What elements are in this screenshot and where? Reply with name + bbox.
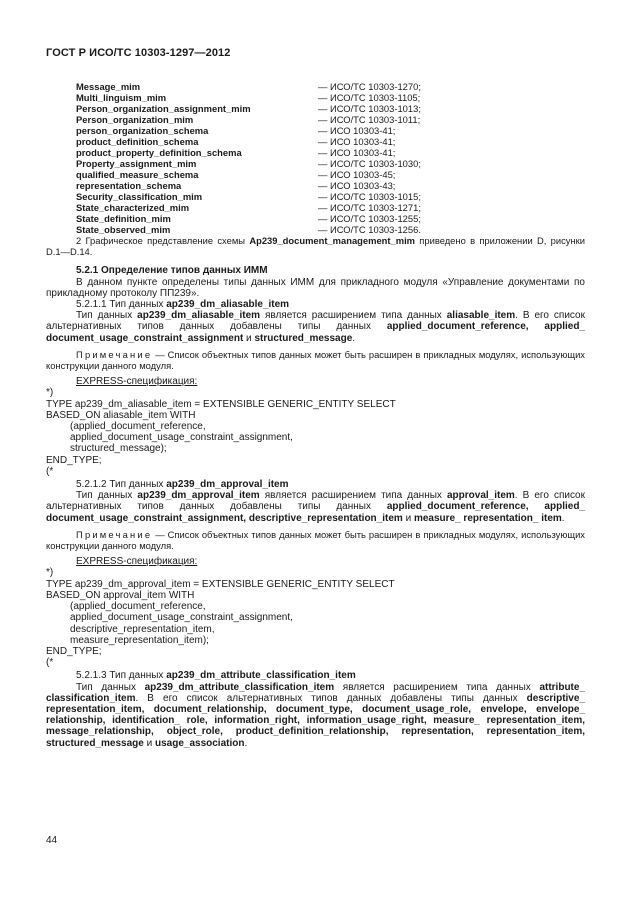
code-line: measure_representation_item); — [70, 634, 209, 646]
module-standard-ref: — ИСО 10303-43; — [318, 180, 396, 191]
code-line: TYPE ap239_dm_aliasable_item = EXTENSIBLE GENERIC_ENTITY SELECT — [46, 398, 396, 410]
module-standard-ref: — ИСО/ТС 10303-1030; — [318, 158, 421, 169]
module-row — [46, 125, 585, 136]
module-standard-ref: — ИСО/ТС 10303-1271; — [318, 202, 421, 213]
module-row — [46, 158, 585, 169]
code-line: *) — [46, 567, 54, 579]
code-line: applied_document_usage_constraint_assignment, — [70, 432, 293, 444]
module-standard-ref: — ИСО/ТС 10303-1011; — [318, 114, 421, 125]
page-number: 44 — [46, 835, 58, 846]
module-row — [46, 224, 585, 235]
module-name: product_definition_schema — [76, 136, 199, 147]
module-standard-ref: — ИСО 10303-41; — [318, 125, 396, 136]
subsection-paragraph: Тип данных ap239_dm_aliasable_item является расширением типа данных aliasable_item. В его список альтернативных типов данных добавлены типы данных applied_document_reference, applied_ document_usage_constraint_assignment и structured_message. — [46, 310, 585, 344]
module-standard-ref: — ИСО/ТС 10303-1255; — [318, 213, 421, 224]
module-row — [46, 213, 585, 224]
module-name: Person_organization_mim — [76, 114, 194, 125]
module-standard-ref: — ИСО/ТС 10303-1256. — [318, 224, 421, 235]
code-line: structured_message); — [70, 443, 167, 455]
section-5-2-1-title: 5.2.1 Определение типов данных ИММ — [76, 265, 268, 277]
module-row — [46, 202, 585, 213]
express-spec-label: EXPRESS-спецификация: — [76, 556, 198, 568]
note: Примечание — Список объектных типов данных может быть расширен в прикладных модулях, использующих конструкции данного модуля. — [46, 348, 585, 372]
module-row — [46, 136, 585, 147]
module-standard-ref: — ИСО 10303-41; — [318, 147, 396, 158]
module-name: product_property_definition_schema — [76, 147, 242, 158]
module-standard-ref: — ИСО 10303-41; — [318, 136, 396, 147]
note-2: 2 Графическое представление схемы Ap239_document_management_mim приведено в приложении D, рисунки D.1—D.14. — [46, 235, 585, 258]
subsection-heading: 5.2.1.3 Тип данных ap239_dm_attribute_classification_item — [76, 670, 356, 682]
module-standard-ref: — ИСО/ТС 10303-1015; — [318, 191, 421, 202]
module-row — [46, 147, 585, 158]
module-reference-list — [46, 81, 585, 235]
code-line: *) — [46, 387, 54, 399]
module-name: Person_organization_assignment_mim — [76, 103, 251, 114]
module-name: State_definition_mim — [76, 213, 171, 224]
code-line: (* — [46, 657, 54, 669]
module-row — [46, 103, 585, 114]
module-name: qualified_measure_schema — [76, 169, 199, 180]
code-line: (applied_document_reference, — [70, 601, 206, 613]
code-line: END_TYPE; — [46, 454, 102, 466]
module-standard-ref: — ИСО/ТС 10303-1270; — [318, 81, 421, 92]
express-code-block — [46, 567, 585, 668]
code-line: (applied_document_reference, — [70, 421, 206, 433]
code-line: BASED_ON aliasable_item WITH — [46, 409, 196, 421]
module-row — [46, 191, 585, 202]
code-line: TYPE ap239_dm_approval_item = EXTENSIBLE GENERIC_ENTITY SELECT — [46, 578, 395, 590]
note: Примечание — Список объектных типов данных может быть расширен в прикладных модулях, использующих конструкции данного модуля. — [46, 528, 585, 552]
express-spec-label: EXPRESS-спецификация: — [76, 376, 198, 388]
module-name: person_organization_schema — [76, 125, 209, 136]
subsection-heading: 5.2.1.1 Тип данных ap239_dm_aliasable_item — [76, 299, 290, 311]
module-name: Multi_linguism_mim — [76, 92, 167, 103]
module-row — [46, 169, 585, 180]
document-header: ГОСТ Р ИСО/ТС 10303-1297—2012 — [46, 47, 231, 59]
page-content — [46, 81, 585, 749]
module-standard-ref: — ИСО/ТС 10303-1105; — [318, 92, 421, 103]
section-intro: В данном пункте определены типы данных ИММ для прикладного модуля «Управление документами по прикладному протоколу ПП239». — [46, 276, 585, 299]
module-row — [46, 180, 585, 191]
code-line: descriptive_representation_item, — [70, 623, 215, 635]
module-name: Security_classification_mim — [76, 191, 203, 202]
module-row — [46, 114, 585, 125]
code-line: (* — [46, 465, 54, 477]
code-line: applied_document_usage_constraint_assignment, — [70, 612, 293, 624]
code-line: END_TYPE; — [46, 645, 102, 657]
subsection-paragraph: Тип данных ap239_dm_approval_item является расширением типа данных approval_item. В его список альтернативных типов данных добавлены типы данных applied_document_reference, applied_ document_usage_constraint_assignment, descriptive_representation_item и measure_ representation_ item. — [46, 490, 585, 524]
subsection-heading: 5.2.1.2 Тип данных ap239_dm_approval_item — [76, 479, 289, 491]
module-standard-ref: — ИСО 10303-45; — [318, 169, 396, 180]
module-row — [46, 92, 585, 103]
module-name: Property_assignment_mim — [76, 158, 197, 169]
module-name: State_characterized_mim — [76, 202, 190, 213]
express-code-block — [46, 387, 585, 477]
module-name: representation_schema — [76, 180, 182, 191]
code-line: BASED_ON approval_item WITH — [46, 589, 195, 601]
module-name: State_observed_mim — [76, 224, 171, 235]
subsection-paragraph: Тип данных ap239_dm_attribute_classification_item является расширением типа данных attribute_ classification_item. В его список альтернативных типов данных добавлены типы данных descriptive_ representation_item, document_relationship, document_type, document_usage_role, envelope, envelope_ relationship, identification_ role, information_right, information_usage_right, measure_ representation_item, message_relationship, object_role, product_definition_relationship, representation, representation_item, structured_message и usage_association. — [46, 681, 585, 749]
module-standard-ref: — ИСО/ТС 10303-1013; — [318, 103, 421, 114]
module-name: Message_mim — [76, 81, 141, 92]
module-row — [46, 81, 585, 92]
